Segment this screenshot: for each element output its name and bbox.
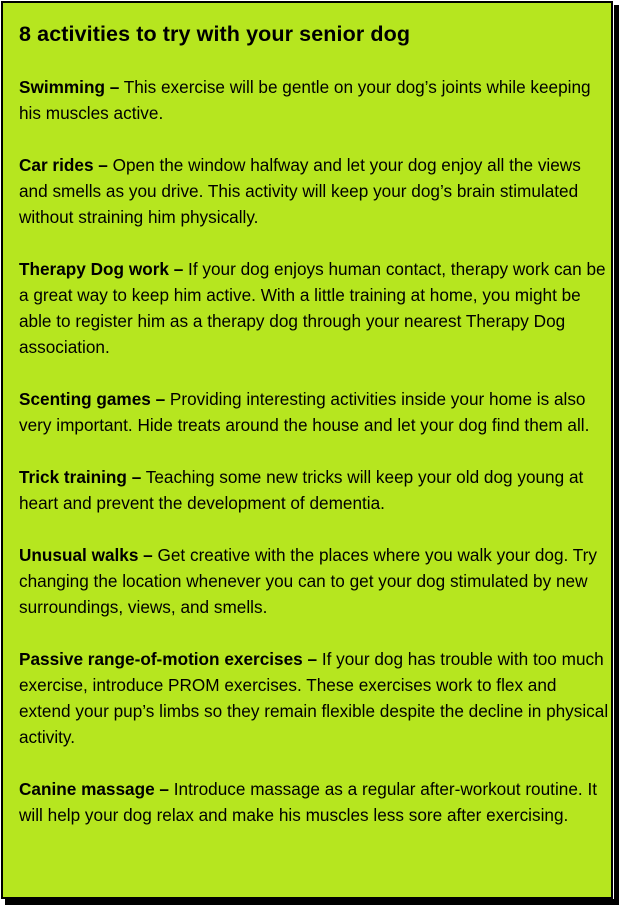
activity-title: Scenting games – [19, 389, 166, 409]
activity-title: Therapy Dog work – [19, 259, 184, 279]
activity-description: Introduce massage as a regular after-workout routine. It will help your dog relax and make his muscles less sore after exercising. [19, 779, 597, 825]
panel-shadow-bottom [5, 899, 619, 905]
activity-title: Car rides – [19, 155, 108, 175]
activity-item-car-rides [19, 152, 609, 230]
panel-shadow-right [614, 5, 619, 905]
activity-title: Trick training – [19, 467, 142, 487]
activity-item-scenting-games [19, 386, 609, 438]
activity-item-trick-training [19, 464, 609, 516]
activity-item-unusual-walks [19, 542, 609, 620]
activity-description: Teaching some new tricks will keep your old dog young at heart and prevent the development of dementia. [19, 467, 584, 513]
activity-title: Swimming – [19, 77, 120, 97]
activity-title: Passive range-of-motion exercises – [19, 649, 318, 669]
activity-item-canine-massage [19, 776, 609, 828]
activity-description: Open the window halfway and let your dog enjoy all the views and smells as you drive. This activity will keep your dog’s brain stimulated without straining him physically. [19, 155, 581, 227]
activity-item-passive-range-of-motion [19, 646, 609, 750]
activity-item-swimming [19, 74, 609, 126]
activities-content [19, 16, 609, 854]
activity-item-therapy-dog-work [19, 256, 609, 360]
page-title: 8 activities to try with your senior dog [19, 22, 411, 46]
activity-description: Get creative with the places where you walk your dog. Try changing the location whenever you can to get your dog stimulated by new surroundings, views, and smells. [19, 545, 597, 617]
activity-description: If your dog has trouble with too much exercise, introduce PROM exercises. These exercises work to flex and extend your pup’s limbs so they remain flexible despite the decline in physical activity. [19, 649, 609, 747]
activity-title: Unusual walks – [19, 545, 153, 565]
activity-title: Canine massage – [19, 779, 169, 799]
activity-description: This exercise will be gentle on your dog’s joints while keeping his muscles active. [19, 77, 591, 123]
activity-description: If your dog enjoys human contact, therapy work can be a great way to keep him active. With a little training at home, you might be able to register him as a therapy dog through your nearest Therapy Dog association. [19, 259, 606, 357]
activity-description: Providing interesting activities inside your home is also very important. Hide treats around the house and let your dog find them all. [19, 389, 590, 435]
